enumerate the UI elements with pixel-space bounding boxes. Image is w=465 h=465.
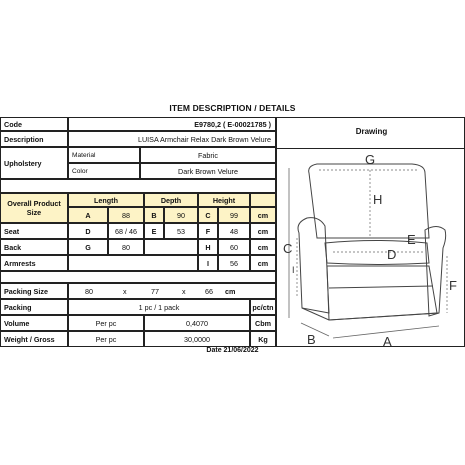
overall-size-text: Overall Product Size <box>7 199 61 217</box>
packing-x1: x <box>123 286 127 296</box>
packing-value: 1 pc / 1 pack <box>68 299 250 315</box>
seat-depth-key: E <box>144 223 164 239</box>
color-label: Color <box>68 163 140 179</box>
volume-unit: Cbm <box>250 315 276 331</box>
overall-length-key: A <box>68 207 108 223</box>
armrests-height-key: I <box>198 255 218 271</box>
description-label: Description <box>0 131 68 147</box>
chair-back <box>309 164 429 238</box>
packing-size-label: Packing Size <box>0 283 68 299</box>
date-footer: Date 21/06/2022 <box>206 347 259 354</box>
armrests-height-value: 56 <box>218 255 250 271</box>
spacer-row <box>0 179 276 193</box>
page-title: ITEM DESCRIPTION / DETAILS <box>169 103 296 113</box>
back-length-key: G <box>68 239 108 255</box>
back-length-value: 80 <box>108 239 144 255</box>
packing-height: 66 <box>205 286 213 296</box>
back-depth-empty <box>144 239 198 255</box>
back-unit: cm <box>250 239 276 255</box>
volume-label: Volume <box>0 315 68 331</box>
overall-height-key: C <box>198 207 218 223</box>
letter-d: D <box>387 247 397 262</box>
letter-i: I <box>292 265 295 275</box>
packing-length: 80 <box>85 286 93 296</box>
weight-unit: Kg <box>250 331 276 347</box>
letter-h: H <box>373 192 383 207</box>
weight-value: 30,0000 <box>144 331 250 347</box>
spacer-row-2 <box>0 271 276 283</box>
seat-unit: cm <box>250 223 276 239</box>
weight-per: Per pc <box>68 331 144 347</box>
packing-unit: cm <box>225 286 236 296</box>
packing-size-values <box>68 283 276 299</box>
packing-depth: 77 <box>151 286 159 296</box>
packing-x2: x <box>182 286 186 296</box>
drawing-panel <box>276 117 465 347</box>
overall-size-label <box>0 193 68 223</box>
color-value: Dark Brown Velure <box>140 163 276 179</box>
letter-c: C <box>283 241 293 256</box>
letter-e: E <box>407 232 416 247</box>
unit-header <box>250 193 276 207</box>
material-label: Material <box>68 147 140 163</box>
code-label: Code <box>0 117 68 131</box>
overall-unit: cm <box>250 207 276 223</box>
volume-per: Per pc <box>68 315 144 331</box>
depth-header: Depth <box>144 193 198 207</box>
upholstery-label: Upholstery <box>0 147 68 179</box>
armrests-empty <box>68 255 198 271</box>
overall-depth-value: 90 <box>164 207 198 223</box>
description-value: LUISA Armchair Relax Dark Brown Velure <box>68 131 276 147</box>
armchair-drawing <box>277 148 465 348</box>
seat-label: Seat <box>0 223 68 239</box>
packing-label: Packing <box>0 299 68 315</box>
seat-length-value: 68 / 46 <box>108 223 144 239</box>
height-header: Height <box>198 193 250 207</box>
chair-base <box>327 266 437 320</box>
overall-length-value: 88 <box>108 207 144 223</box>
drawing-label: Drawing <box>355 127 388 136</box>
chair-left-arm <box>298 218 329 313</box>
letter-b: B <box>307 332 316 347</box>
overall-height-value: 99 <box>218 207 250 223</box>
seat-depth-value: 53 <box>164 223 198 239</box>
packing-unit: pc/ctn <box>250 299 276 315</box>
back-label: Back <box>0 239 68 255</box>
seat-height-key: F <box>198 223 218 239</box>
back-height-value: 60 <box>218 239 250 255</box>
seat-height-value: 48 <box>218 223 250 239</box>
overall-depth-key: B <box>144 207 164 223</box>
length-header: Length <box>68 193 144 207</box>
volume-value: 0,4070 <box>144 315 250 331</box>
back-height-key: H <box>198 239 218 255</box>
letter-g: G <box>365 152 376 167</box>
letter-a: A <box>383 334 392 348</box>
code-value: E9780,2 ( E-00021785 ) <box>68 117 276 131</box>
armrests-label: Armrests <box>0 255 68 271</box>
armrests-unit: cm <box>250 255 276 271</box>
material-value: Fabric <box>140 147 276 163</box>
spec-sheet <box>0 117 465 357</box>
letter-f: F <box>449 278 457 293</box>
seat-length-key: D <box>68 223 108 239</box>
weight-label: Weight / Gross <box>0 331 68 347</box>
